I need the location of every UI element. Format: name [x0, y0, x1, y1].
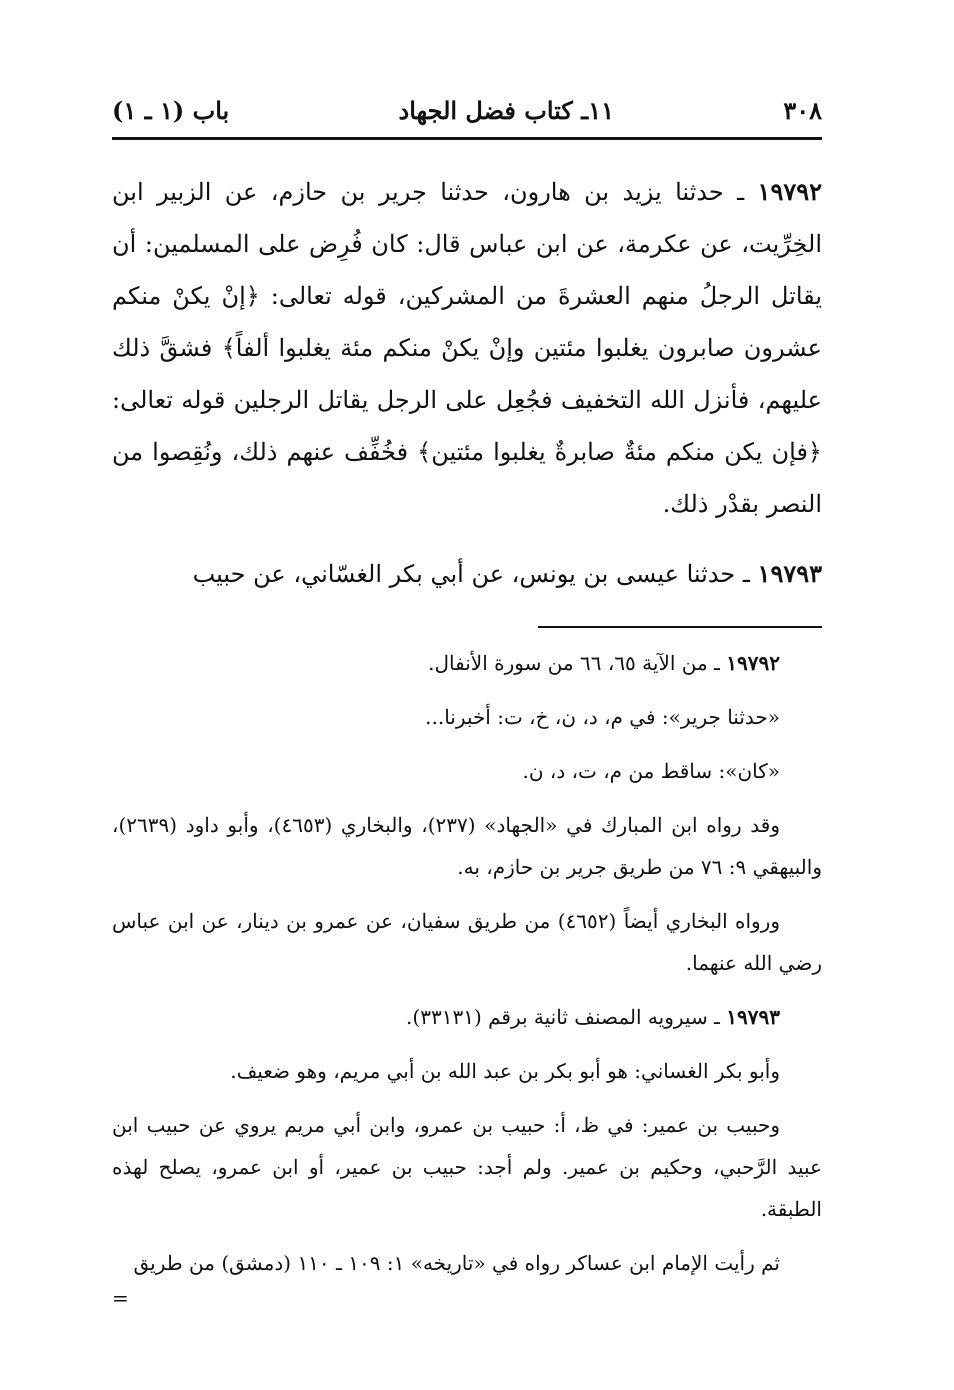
hadith-number: ١٩٧٩٢: [757, 177, 822, 206]
footnote-text: ثم رأيت الإمام ابن عساكر رواه في «تاريخه» ١: ١٠٩ ـ ١١٠ (دمشق) من طريق: [133, 1251, 780, 1275]
footnote-text: «حدثنا جرير»: في م، د، ن، خ، ت: أخبرنا...: [425, 705, 780, 729]
footnote: [112, 804, 822, 888]
running-header: [112, 88, 822, 132]
hadith-paragraph: [112, 548, 822, 600]
chapter-label: باب (١ ـ ١): [112, 95, 230, 125]
footnote-number: ١٩٧٩٢: [726, 651, 780, 675]
footnote-text: وحبيب بن عمير: في ظ، أ: حبيب بن عمرو، وابن أبي مريم يروي عن حبيب ابن عبيد الرَّحبي، وحكيم بن عمير. ولم أجد: حبيب بن عمير، أو ابن عمرو، يصلح لهذه الطبقة.: [112, 1113, 822, 1221]
hadith-number: ١٩٧٩٣: [757, 559, 822, 588]
footnote-text: ورواه البخاري أيضاً (٤٦٥٢) من طريق سفيان، عن عمرو بن دينار، عن ابن عباس رضي الله عنهما.: [112, 909, 822, 975]
hadith-text: ـ حدثنا عيسى بن يونس، عن أبي بكر الغسّاني، عن حبيب: [192, 560, 758, 588]
footnote: [112, 750, 822, 792]
book-title: ١١ـ كتاب فضل الجهاد: [398, 95, 614, 125]
footnote: [112, 996, 822, 1038]
footnote-text: ـ من الآية ٦٥، ٦٦ من سورة الأنفال.: [428, 651, 727, 675]
page-number: ٣٠٨: [783, 95, 822, 125]
footnote-text: وأبو بكر الغساني: هو أبو بكر بن عبد الله بن أبي مريم، وهو ضعيف.: [230, 1059, 780, 1083]
footnote: [112, 1050, 822, 1092]
footnote: [112, 1104, 822, 1230]
footnote-text: ـ سيرويه المصنف ثانية برقم (٣٣١٣١).: [406, 1005, 727, 1029]
footnote: [112, 696, 822, 738]
header-divider: [112, 137, 822, 140]
main-text: [112, 166, 822, 600]
hadith-text: ـ حدثنا يزيد بن هارون، حدثنا جرير بن حازم، عن الزبير ابن الخِرِّيت، عن عكرمة، عن ابن عباس قال: كان فُرِض على المسلمين: أن يقاتل الرجلُ منهم العشرةَ من المشركين، قوله تعالى: ﴿إنْ يكنْ منكم عشرون صابرون يغلبوا مئتين وإنْ يكنْ منكم مئة يغلبوا ألفاً﴾ فشقَّ ذلك عليهم، فأنزل الله التخفيف فجُعِل على الرجل يقاتل الرجلين قوله تعالى: ﴿فإن يكن منكم مئةٌ صابرةٌ يغلبوا مئتين﴾ فخُفِّف عنهم ذلك، ونُقِصوا من النصر بقدْر ذلك.: [112, 178, 822, 518]
footnote: [112, 1242, 822, 1284]
footnote-text: وقد رواه ابن المبارك في «الجهاد» (٢٣٧)، والبخاري (٤٦٥٣)، وأبو داود (٢٦٣٩)، والبيهقي ٩: ٧٦ من طريق جرير بن حازم، به.: [112, 813, 822, 879]
footnote-number: ١٩٧٩٣: [726, 1005, 780, 1029]
continuation-mark: =: [112, 1286, 129, 1310]
footnote: [112, 900, 822, 984]
footnote-text: «كان»: ساقط من م، ت، د، ن.: [522, 759, 780, 783]
hadith-paragraph: [112, 166, 822, 530]
footnote-divider: [538, 626, 822, 628]
footnotes: [112, 642, 822, 1296]
footnote: [112, 642, 822, 684]
